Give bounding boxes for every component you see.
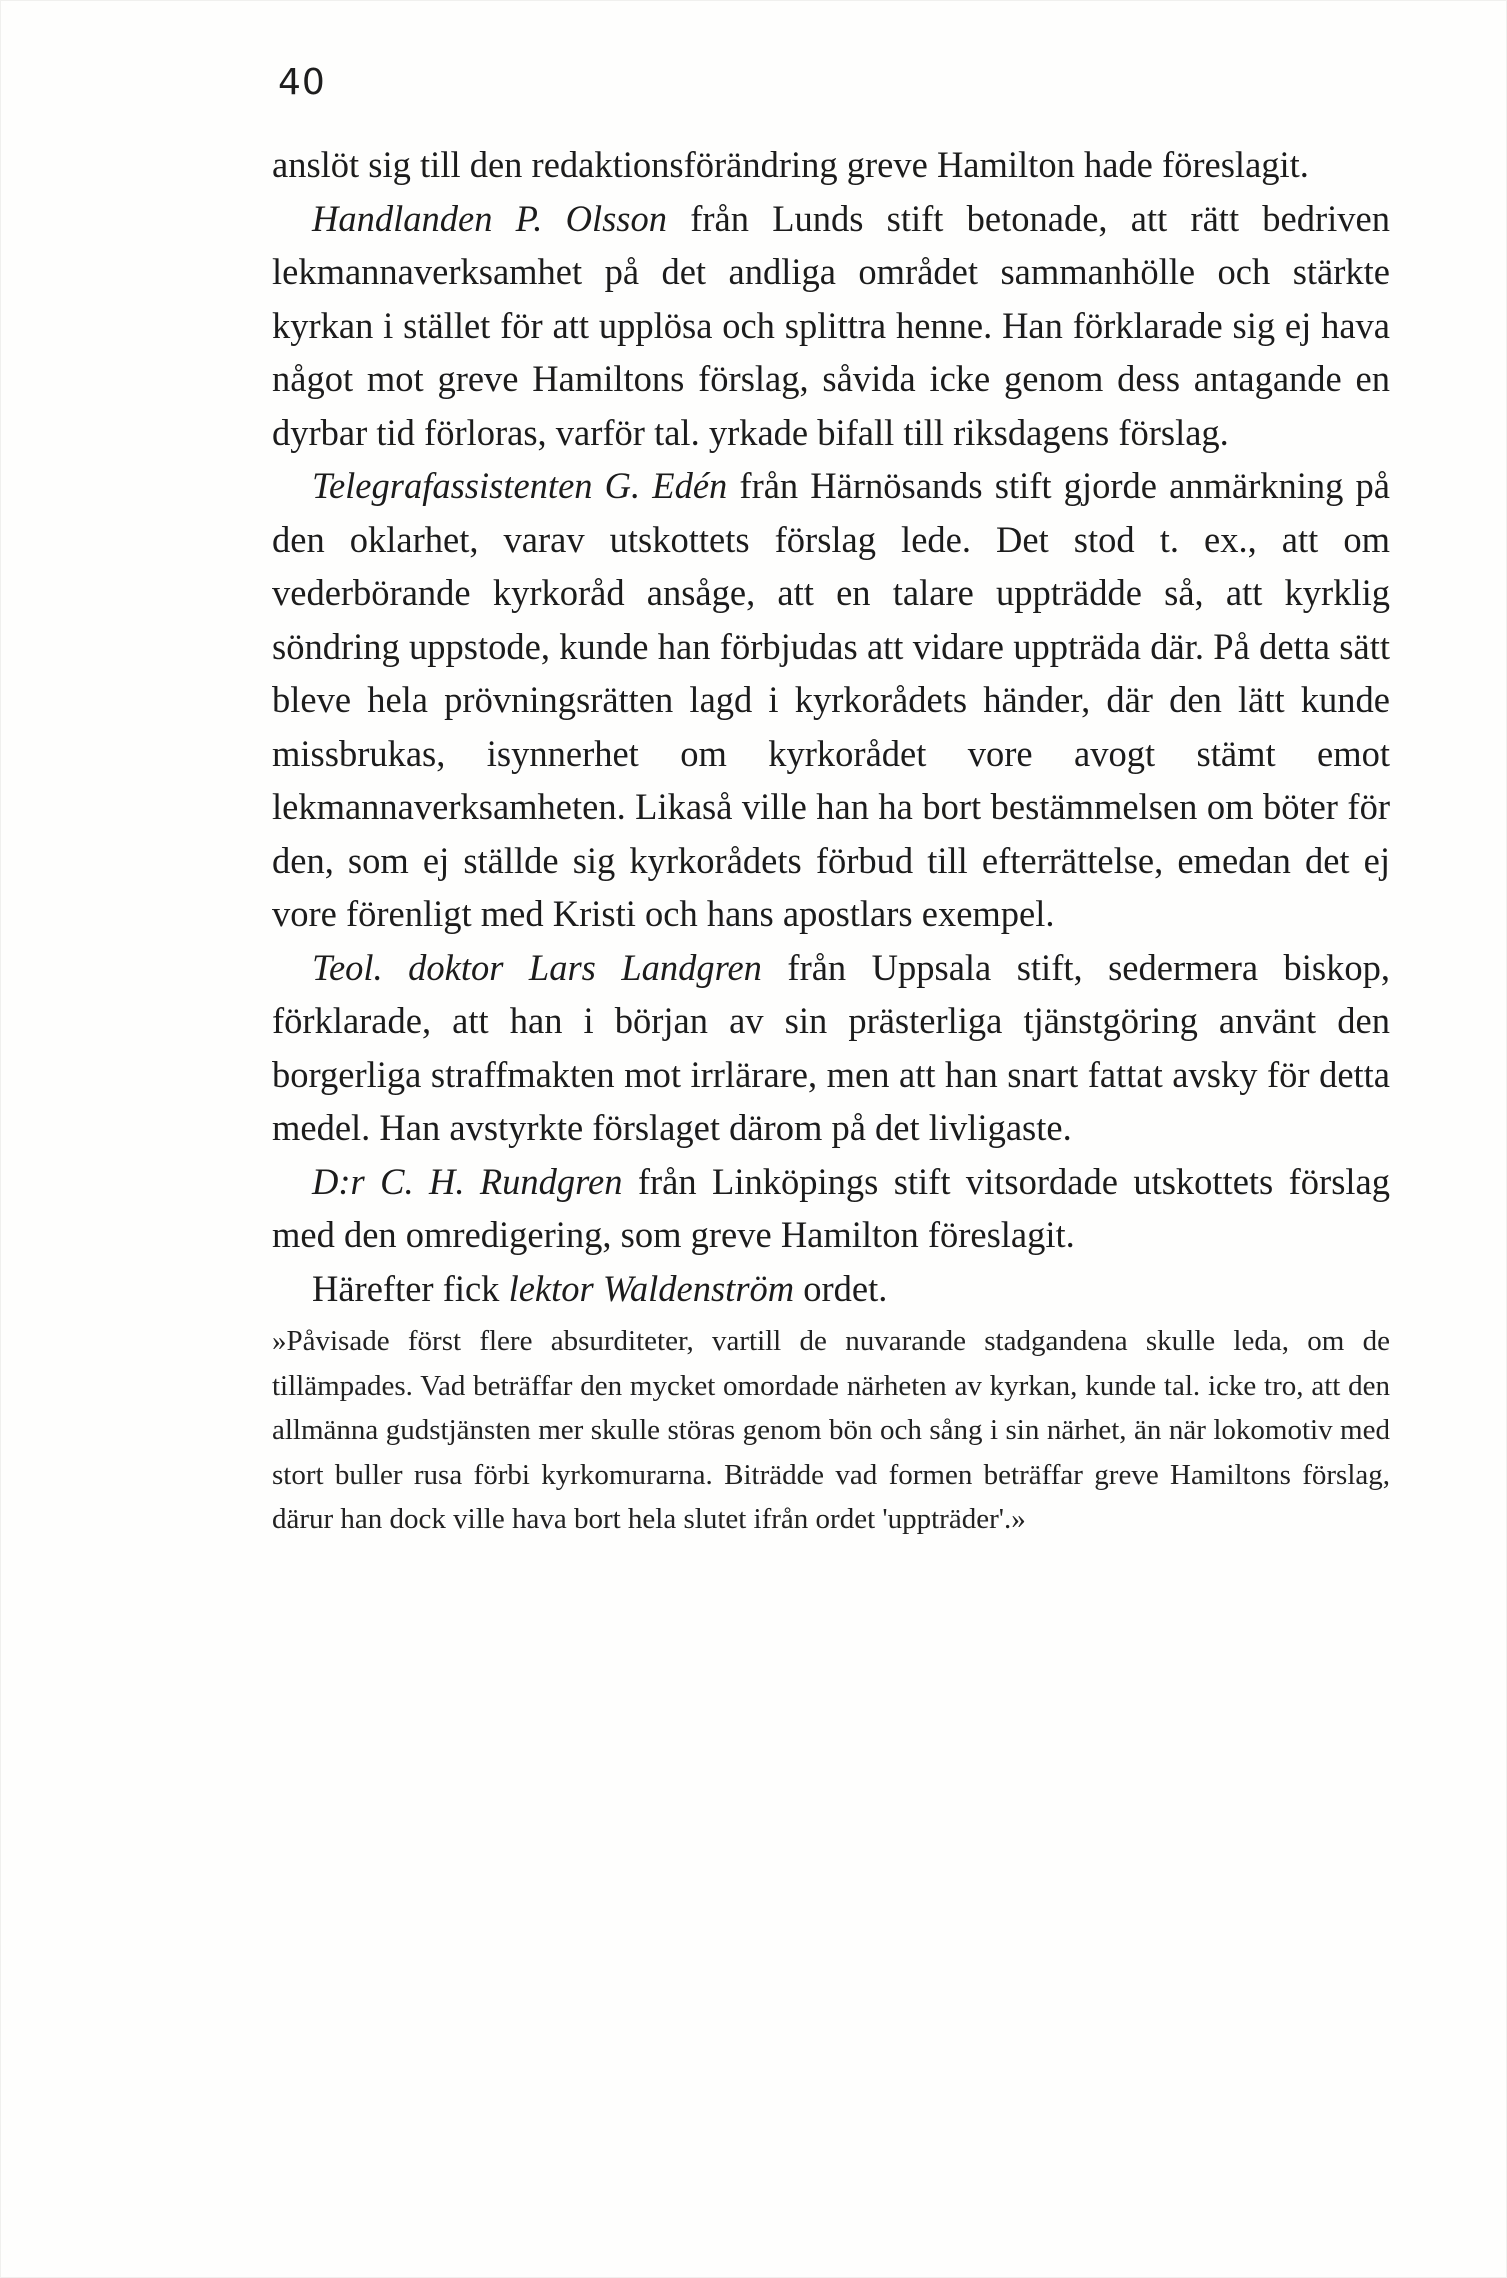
paragraph-waldenstrom bbox=[272, 1262, 1390, 1316]
paragraph-text: ordet. bbox=[794, 1267, 888, 1309]
speaker-name: Telegrafassistenten G. Edén bbox=[312, 465, 728, 506]
speaker-name: lektor Waldenström bbox=[508, 1267, 795, 1309]
body-text bbox=[272, 138, 1390, 1542]
paragraph-continuation bbox=[272, 138, 1390, 192]
paragraph-eden bbox=[272, 459, 1390, 941]
paragraph-text: från Lunds stift betonade, att rätt bedriven lekmannaverksamhet på det andliga området sammanhölle och stärkte kyrkan i stället för att upplösa och splittra henne. Han förklarade sig ej hava något mot greve Hamiltons förslag, såvida icke genom dess antagande en dyrbar tid förloras, varför tal. yrkade bifall till riksdagens förslag. bbox=[272, 197, 1390, 453]
page-number: 40 bbox=[278, 62, 326, 103]
paragraph-olsson bbox=[272, 192, 1390, 460]
paragraph-landgren bbox=[272, 941, 1390, 1155]
speaker-name: D:r C. H. Rundgren bbox=[312, 1160, 623, 1202]
speaker-name: Teol. doktor Lars Landgren bbox=[312, 946, 762, 988]
paragraph-text: från Härnösands stift gjorde anmärkning på den oklarhet, varav utskottets förslag lede. Det stod t. ex., att om vederbörande kyrkoråd ansåge, att en talare uppträdde så, att kyrklig söndring uppstode, kunde han förbjudas att vidare uppträda där. På detta sätt bleve hela prövningsrätten lagd i kyrkorådets händer, där den lätt kunde missbrukas, isynnerhet om kyrkorådet vore avogt stämt emot lekmannaverksamheten. Likaså ville han ha bort bestämmelsen om böter för den, som ej ställde sig kyrkorådets förbud till efterrättelse, emedan det ej vore förenligt med Kristi och hans apostlars exempel. bbox=[272, 465, 1390, 934]
paragraph-prefix: Härefter fick bbox=[312, 1267, 509, 1309]
paragraph-rundgren bbox=[272, 1155, 1390, 1262]
paragraph-text: anslöt sig till den redaktionsförändring greve Hamilton hade föreslagit. bbox=[272, 144, 1309, 185]
speaker-name: Handlanden P. Olsson bbox=[312, 197, 668, 239]
paragraph-text: från Linköpings stift vitsordade utskottets förslag med den omredigering, som greve Hamilton föreslagit. bbox=[272, 1160, 1390, 1255]
quoted-statement: »Påvisade först flere absurditeter, vartill de nuvarande stadgandena skulle leda, om de tillämpades. Vad beträffar den mycket omordade närheten av kyrkan, kunde tal. icke tro, att den allmänna gudstjänsten mer skulle störas genom bön och sång i sin närhet, än när lokomotiv med stort buller rusa förbi kyrkomurarna. Biträdde vad formen beträffar greve Hamiltons förslag, därur han dock ville hava bort hela slutet ifrån ordet 'uppträder'.» bbox=[272, 1325, 1390, 1535]
paragraph-text: från Uppsala stift, sedermera biskop, förklarade, att han i början av sin prästerliga tjänstgöring använt den borgerliga straffmakten mot irrlärare, men att han snart fattat avsky för detta medel. Han avstyrkte förslaget därom på det livligaste. bbox=[272, 946, 1390, 1148]
